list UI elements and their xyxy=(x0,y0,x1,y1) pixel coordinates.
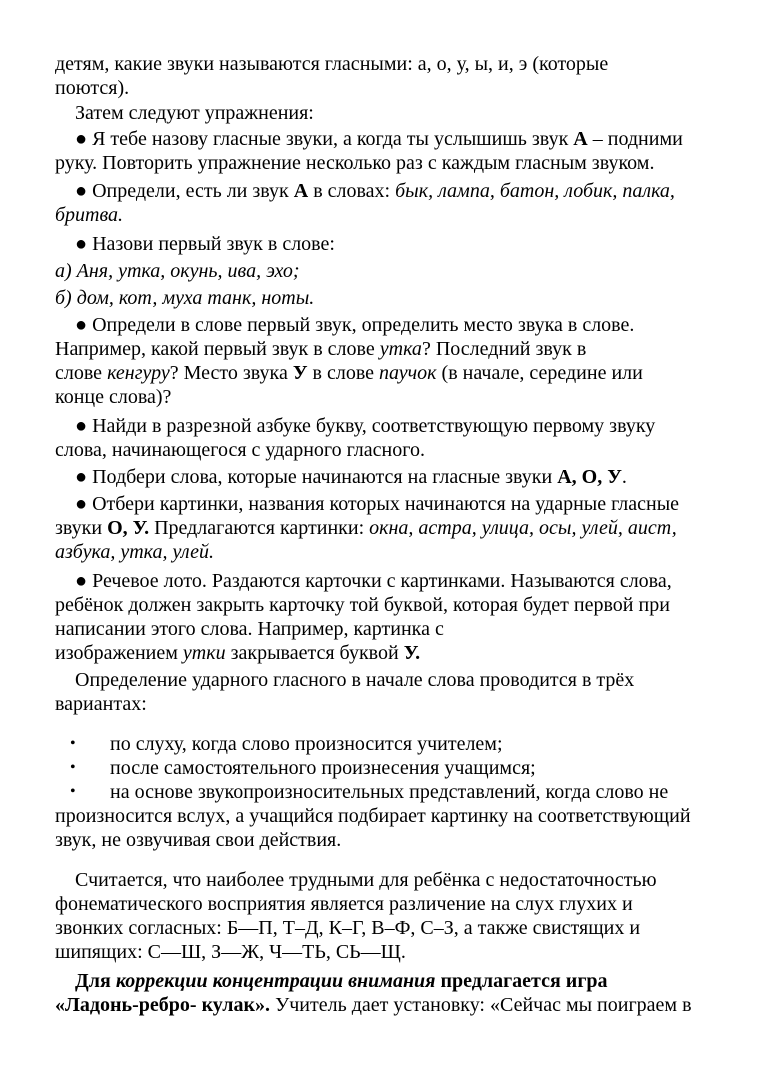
text-line xyxy=(75,313,634,337)
text-line xyxy=(55,940,406,964)
text-line xyxy=(75,492,679,516)
text-line xyxy=(55,516,677,540)
text-run: Учитель дает установку: «Сейчас мы поиграем в xyxy=(270,994,692,1016)
text-line xyxy=(75,232,335,256)
text-run: ● Я тебе назову гласные звуки, а когда ты услышишь звук xyxy=(75,128,574,150)
italic-text: утки xyxy=(182,642,226,664)
bold-text: О, У. xyxy=(107,517,150,539)
italic-text: а) Аня, утка, окунь, ива, эхо; xyxy=(55,260,300,282)
text-run: ● Определи в слове первый звук, определить место звука в слове. xyxy=(75,314,635,336)
italic-text: б) дом, кот, муха танк, ноты. xyxy=(55,287,315,309)
bullet-icon: • xyxy=(70,735,76,752)
bold-text: Для xyxy=(75,970,116,992)
text-run: в словах: xyxy=(308,180,396,202)
text-run: на основе звукопроизносительных представлений, когда слово не xyxy=(110,781,669,803)
text-run: произносится вслух, а учащийся подбирает картинку на соответствующий xyxy=(55,805,691,827)
text-run: шипящих: С—Ш, З—Ж, Ч—ТЬ, СЬ—Щ. xyxy=(55,941,406,963)
text-line xyxy=(75,465,627,489)
bold-text: «Ладонь-ребро- кулак». xyxy=(55,994,271,1016)
text-line xyxy=(55,916,640,940)
text-run: звуки xyxy=(55,517,108,539)
text-run: слове xyxy=(55,362,108,384)
text-run: звонких согласных: Б—П, Т–Д, К–Г, В–Ф, С–З, а также свистящих и xyxy=(55,917,641,939)
italic-text: азбука, утка, улей. xyxy=(55,541,214,563)
text-run: ● Отбери картинки, названия которых начинаются на ударные гласные xyxy=(75,493,680,515)
text-run: ● Определи, есть ли звук xyxy=(75,180,294,202)
text-line xyxy=(55,151,654,175)
text-line xyxy=(55,828,341,852)
italic-text: бритва. xyxy=(55,204,124,226)
text-run: поются). xyxy=(55,77,130,99)
text-run: . xyxy=(621,466,627,488)
bold-italic-text: коррекции концентрации внимания xyxy=(115,970,436,992)
bold-text: А xyxy=(293,180,309,202)
text-line xyxy=(55,52,608,76)
text-line xyxy=(55,438,425,462)
text-line xyxy=(75,969,608,993)
text-line xyxy=(55,804,691,828)
bold-text: А, О, У xyxy=(557,466,622,488)
bold-text: А xyxy=(573,128,588,150)
text-run: ● Найди в разрезной азбуке букву, соответствующую первому звуку xyxy=(75,415,656,437)
text-line xyxy=(75,101,314,125)
bullet-icon: • xyxy=(70,759,76,776)
text-run: после самостоятельного произнесения учащимся; xyxy=(110,757,536,779)
text-run: ? Последний звук в xyxy=(421,338,587,360)
text-line xyxy=(110,732,503,756)
text-run: ? Место звука xyxy=(169,362,293,384)
bullet-icon: • xyxy=(70,783,76,800)
text-run: конце слова)? xyxy=(55,386,172,408)
text-line xyxy=(55,892,633,916)
text-run: закрывается буквой xyxy=(225,642,404,664)
text-line xyxy=(55,617,444,641)
text-line xyxy=(55,337,586,361)
text-run: ● Назови первый звук в слове: xyxy=(75,233,335,255)
text-line xyxy=(75,179,675,203)
italic-text: паучок xyxy=(379,362,437,384)
text-line xyxy=(55,286,314,310)
italic-text: кенгуру xyxy=(107,362,170,384)
text-run: в слове xyxy=(307,362,380,384)
text-run: написании этого слова. Например, картинка с xyxy=(55,618,444,640)
text-run: изображением xyxy=(55,642,183,664)
text-run: слова, начинающегося с ударного гласного. xyxy=(55,439,425,461)
text-run: (в начале, середине или xyxy=(436,362,643,384)
text-line xyxy=(55,203,123,227)
text-line xyxy=(55,593,670,617)
text-run: фонематического восприятия является различение на слух глухих и xyxy=(55,893,633,915)
text-line xyxy=(55,993,692,1017)
text-run: Предлагаются картинки: xyxy=(149,517,370,539)
text-line xyxy=(55,385,171,409)
text-run: ребёнок должен закрыть карточку той буквой, которая будет первой при xyxy=(55,594,670,616)
bold-text: У xyxy=(292,362,308,384)
text-run: Затем следуют упражнения: xyxy=(75,102,314,124)
text-line xyxy=(55,76,129,100)
text-line xyxy=(75,868,657,892)
text-line xyxy=(55,361,643,385)
italic-text: бык, лампа, батон, лобик, палка, xyxy=(395,180,675,202)
text-line xyxy=(55,259,300,283)
text-run: звук, не озвучивая свои действия. xyxy=(55,829,342,851)
text-run: руку. Повторить упражнение несколько раз с каждым гласным звуком. xyxy=(55,152,655,174)
text-line xyxy=(55,540,214,564)
text-run: детям, какие звуки называются гласными: а, о, у, ы, и, э (которые xyxy=(55,53,609,75)
text-run: Определение ударного гласного в начале слова проводится в трёх xyxy=(75,669,635,691)
bold-text: предлагается игра xyxy=(435,970,608,992)
text-line xyxy=(75,569,672,593)
text-run: – подними xyxy=(587,128,683,150)
text-line xyxy=(75,127,683,151)
text-run: ● Подбери слова, которые начинаются на гласные звуки xyxy=(75,466,558,488)
text-line xyxy=(75,668,634,692)
bold-text: У. xyxy=(403,642,421,664)
text-run: вариантах: xyxy=(55,693,147,715)
text-line xyxy=(75,414,655,438)
text-run: Например, какой первый звук в слове xyxy=(55,338,380,360)
text-line xyxy=(110,756,536,780)
text-run: Считается, что наиболее трудными для ребёнка с недостаточностью xyxy=(75,869,657,891)
italic-text: окна, астра, улица, осы, улей, аист, xyxy=(369,517,677,539)
text-line xyxy=(55,692,147,716)
italic-text: утка xyxy=(379,338,422,360)
text-run: по слуху, когда слово произносится учителем; xyxy=(110,733,503,755)
text-line xyxy=(110,780,668,804)
text-run: ● Речевое лото. Раздаются карточки с картинками. Называются слова, xyxy=(75,570,672,592)
text-line xyxy=(55,641,420,665)
